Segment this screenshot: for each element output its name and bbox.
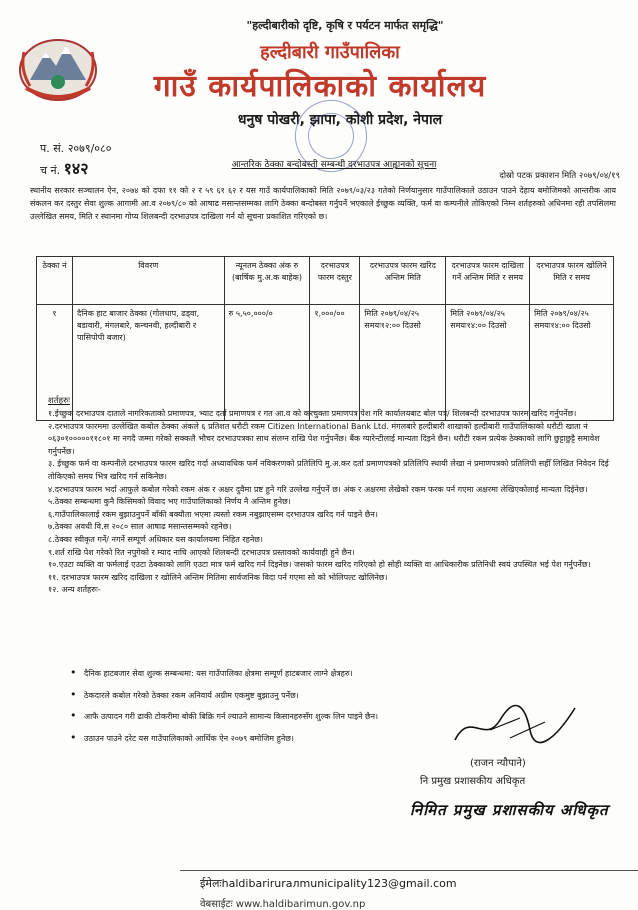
condition-item: ७.ठेक्का अवधी वि.स २०८० साल आषाढ मसान्तसम्मको रहनेछ। (48, 522, 232, 532)
condition-item: ५.ठेक्का सम्बन्धमा कुनै किसिमको विवाद भए गाउँपालिकाको निर्णय नै अन्तिम हुनेछ। (48, 497, 291, 507)
nepal-emblem-icon (16, 30, 100, 104)
table-header-row (37, 257, 614, 305)
office-name: गाउँ कार्यपालिकाको कार्यालय (153, 69, 487, 104)
footer-email: ईमेलःhaldibarirurалmunicipality123@gmail.com (200, 877, 457, 890)
cell-min-amount: रु ५,५०,०००/० (224, 305, 310, 421)
condition-item: १.ईच्छुक दरभाउपत्र दाताले नागरिकताको प्रमाणपत्र, भ्याट दर्ता प्रमाणपत्र र गत आ.व को करचुक्ता प्रमाणपत्र पेश गरि कार्यालयबाट बोल पत्र/ शिलबन्दी दरभाउपत्र फारम खरिद गर्नुपर्नेछ। (48, 409, 577, 418)
municipality-name: हल्दीबारी गाउँपालिका (260, 42, 400, 63)
condition-item: ११. दरभाउपत्र फारम खरिद दाखिला र खोलिने अन्तिम मितिमा सार्वजनिक विदा पर्न गएमा सो को भोलिपल्ट खोलिनेछ। (48, 572, 388, 582)
cell-submission-deadline: मिति २०७९/०४/२५ समयः१४:०० दिउसो (446, 305, 530, 421)
signature-stamp: निमित प्रमुख प्रशासकीय अधिकृत (410, 801, 609, 819)
cn-value: १४२ (63, 159, 89, 178)
header-detail: विवरण (72, 257, 224, 305)
table-row (37, 305, 614, 421)
cell-detail: दैनिक हाट बाजार ठेक्का (गोलधाप, ढड्वा, बडावारी, मंगलबारे, कन्चनवी, हल्दीबारी र पासिपोपी बजार) (72, 305, 224, 421)
list-item: • ठेकदारले कबोल गरेको ठेक्का रकम अनिवार्य अग्रीम एकमुष्ट बुझाउनु पर्नेछ। (84, 690, 584, 702)
cell-sn: १ (37, 305, 73, 421)
footer-website: वेबसाईटः www.haldibarimun.gov.np (200, 899, 366, 910)
list-item: • आफै उत्पादन गरी ढाकी टोकरीमा बोकी बिक्रि गर्न ल्याउने सामान्य किसानहरुसँग शुल्क लिन पाइने छैन। (84, 711, 584, 723)
header-opening-time: दरभाउपत्र फारम खोलिने मिति र समय (530, 257, 614, 305)
ps-value: २०७९/०८० (67, 142, 112, 155)
condition-item: १०.एउटा व्यक्ति वा फर्मलाई एउटा ठेक्काको लागि एउटा मात्र फर्म खरिद गर्न दिइनेछ। जसको फारम खरिद गरिएको हो सोही व्यक्ति वा आधिकारीक प्रतिनिधी स्वयं उपस्थित भई पेश गर्नुपर्नेछ। (48, 560, 591, 570)
reference-ps (40, 141, 111, 156)
list-item: • दैनिक हाटबजार सेवा शुल्क सम्बन्धमा: यस गाउँपालिका क्षेत्रमा सम्पूर्ण हाटबजार लाग्ने क्षेत्रहरु। (84, 668, 584, 680)
handwritten-signature (450, 700, 580, 750)
office-address: धनुष पोखरी, झापा, कोशी प्रदेश, नेपाल (237, 112, 443, 128)
condition-item: ४.दरभाउपत्र फारम भर्दा आफुले कबोल गरेको रकम अंक र अक्षर दुवैमा प्रष्ट हुने गरि उल्लेख गर्नुपर्ने छ। अंक र अक्षरमा लेखेको रकम फरक पर्न गएमा अक्षरमा लेखिएकोलाई मान्यता दिईनेछ। (48, 484, 588, 494)
motto: "हल्दीबारीको दृष्टि, कृषि र पर्यटन मार्फत समृद्धि" (246, 19, 444, 32)
cell-form-fee: १,०००/०० (310, 305, 360, 421)
conditions-heading: शर्तहरुः (48, 396, 70, 406)
list-item: • उठाउन पाउने दरेट यस गाउँपालिकाको आर्थिक ऐन २०७९ बमोजिम हुनेछ। (84, 733, 584, 745)
reference-cn (40, 157, 89, 179)
condition-item: २.दरभाउपत्र फारममा उल्लेखित कबोल ठेक्का अंकले ६ प्रतिशत धरौटी रकम Citizen International Bank Ltd. मंगलबारे हल्दीबारी शाखाको हल्दीबारी गाउँपालिकाको धरौटी खाता नं ०६३०१०००००११८०१ मा नगदै जम्मा गरेको सक्कलै भौचर दरभाउपत्रका साथ संलग्न राखि पेश गर्नुपर्नेछ। बैंक ग्यारेन्टीलाई मान्यता दिइने छैन। धरौटी रकम प्रत्येक ठेक्काको लागि छुट्टाछुट्टै समावेश गर्नुपर्नेछ। (48, 421, 600, 456)
intro-paragraph: स्थानीय सरकार सञ्चालन ऐन, २०७४ को दफा ११ को २ र ५९ ६१ ६२ र यस गाउँ कार्यपालिकाको मिति २०७९/०३/२३ गतेको निर्णयानुसार गाउँपालिकाले उठाउन पाउने देहाय बमोजिमको आन्तरीक आय संकलन कर दस्तुर सेवा शुल्क आगामी आ.व २०७९/८० को आषाढ मसान्तसम्मका लागि ठेक्का बन्दोबस्त गर्नुपर्ने भएकाले ईच्छुक व्यक्ति, फर्म वा कम्पनीले तोकिएको निम्न शर्तहरुको अधिनमा रही तपसिलमा उल्लेखित समय, मिति र स्थानमा गोप्य शिलबन्दी दरभाउपत्र दाखिला गर्न यो सूचना प्रकाशित गरिएको छ। (30, 186, 616, 222)
header-purchase-deadline: दरभाउपत्र फारम खरिद अन्तिम मिति (360, 257, 446, 305)
publication-date: दोस्रो पटक प्रकाशन मिति २०७९/०४/१९ (499, 171, 620, 181)
header-submission-deadline: दरभाउपत्र फारम दाखिला गर्ने अन्तिम मिति र समय (446, 257, 530, 305)
cell-purchase-deadline: मिति २०७९/०४/२५ समयः१२:०० दिउसो (360, 305, 446, 421)
condition-item: ९.शर्त राखि पेश गरेको रित नपुगेको र म्याद नाघि आएको शिलबन्दी दरभाउपत्र प्रस्तावको कार्यवाही हुने छैन। (48, 547, 355, 557)
signatory-title: नि प्रमुख प्रशासकीय अधिकृत (420, 776, 526, 787)
footer-divider (180, 870, 638, 871)
ps-label: प. सं. (40, 142, 65, 155)
cn-label: च नं. (40, 164, 61, 177)
condition-item: ६.गाउँपालिकालाई रकम बुझाउनुपर्ने बाँकी बक्यौता भएमा त्यस्तो रकम नबुझाएसम्म दरभाउपत्र खरिद गर्न पाइने छैन। (48, 509, 378, 519)
tender-table (36, 256, 614, 421)
condition-item: ३. ईच्छुक फर्म वा कम्पनीले दरभाउपत्र फारम खरिद गर्दा अध्यावधिक फर्म नविकरणको प्रतिलिपि मु.अ.कर दर्ता प्रमाणपत्रको प्रतिलिपि स्थायी लेखा नं प्रमाणपत्रको प्रतिलिपी सहीँ लिखित निवेदन दिई तोकिएको समय भित्र खरिद गर्न सकिनेछ। (48, 459, 609, 481)
signatory-name: (राजन न्यौपाने) (470, 758, 526, 769)
header-min-amount: न्यूनतम ठेक्का अंक रु (बार्षिक मु.अ.क बाहेक) (224, 257, 310, 305)
header-form-fee: दरभाउपत्र फारम दस्तुर (310, 257, 360, 305)
header-sn: ठेक्का नं (37, 257, 73, 305)
condition-item: ८.ठेक्का स्वीकृत गर्ने/ नगर्ने सम्पूर्ण अधिकार यस कार्यालयमा निहित रहनेछ। (48, 534, 263, 544)
cell-opening-time: मिति २०७९/०४/२५ समयः१४:०० दिउसो (530, 305, 614, 421)
notice-title: आन्तरिक ठेक्का बन्दोबस्ती सम्बन्धी दरभाउपत्र आह्वानको सूचना (231, 160, 437, 170)
condition-item: १२. अन्य शर्तहरुः- (48, 585, 101, 595)
conditions-list (48, 408, 614, 597)
